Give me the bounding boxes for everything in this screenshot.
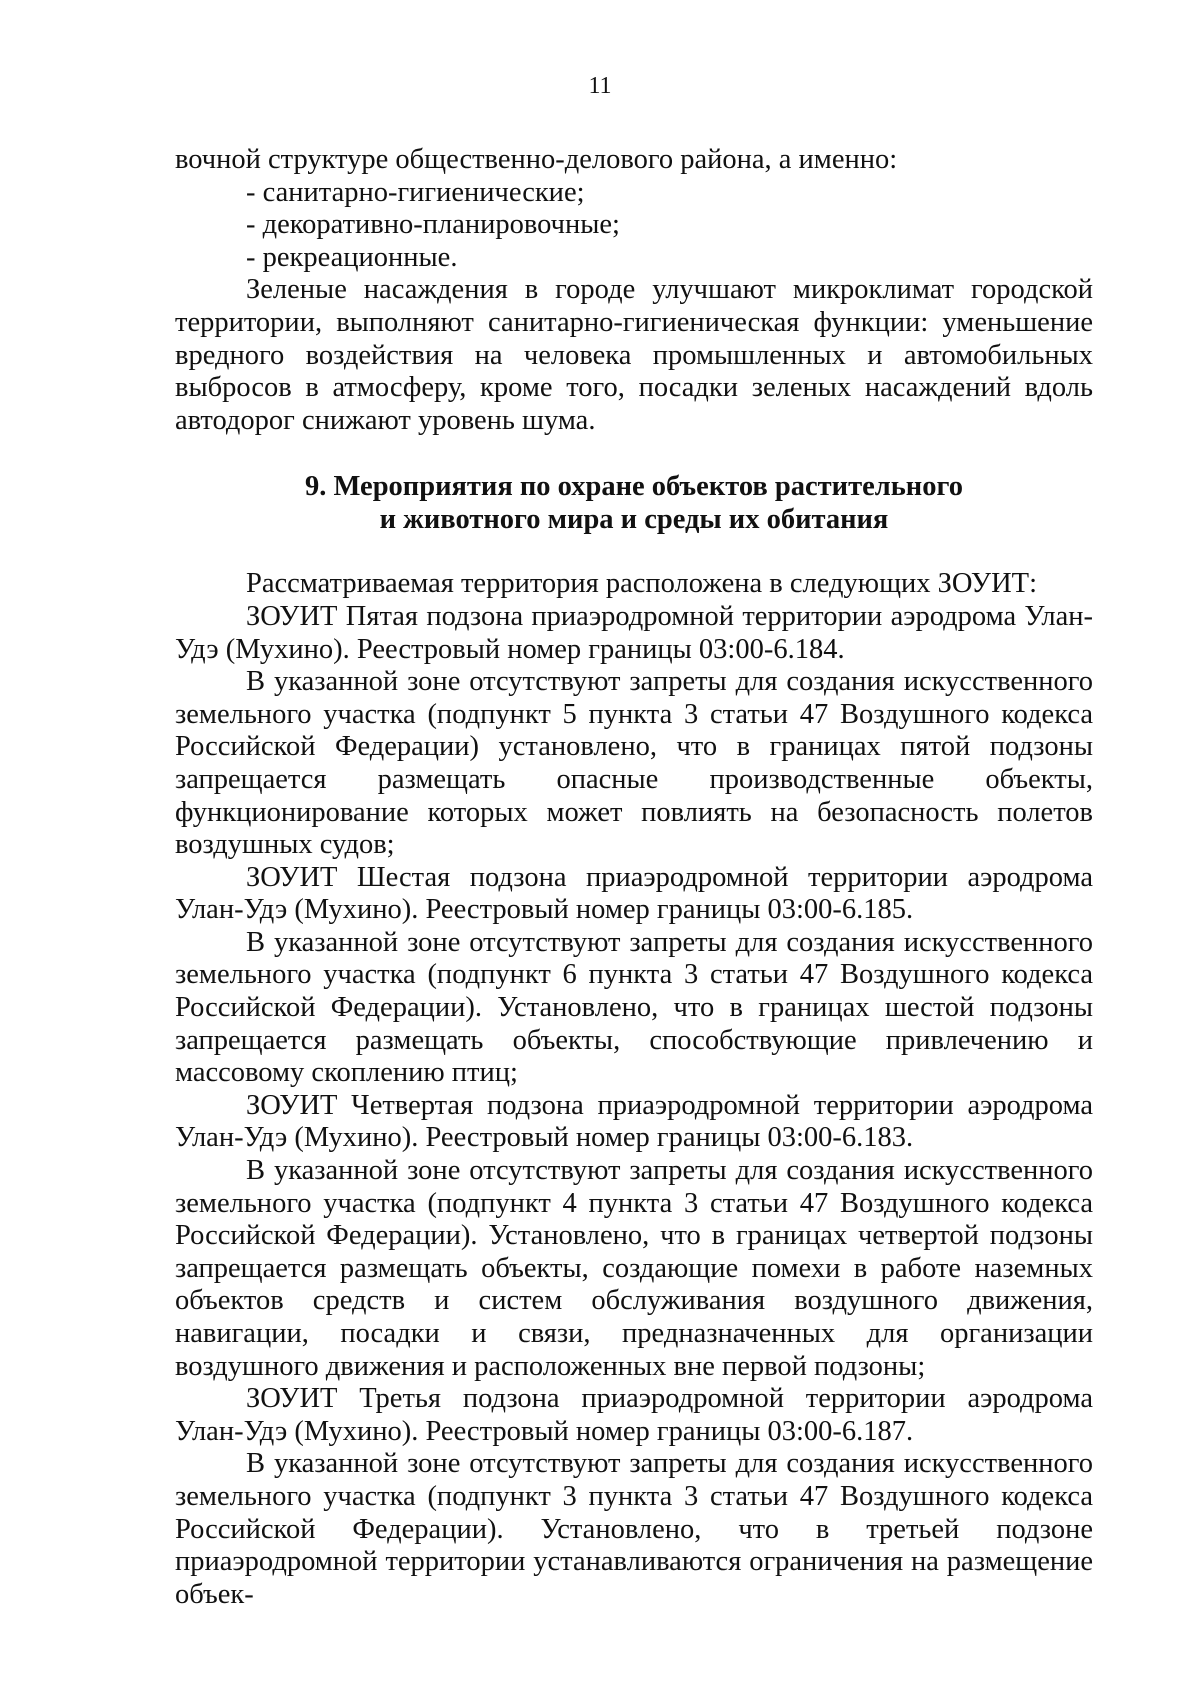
intro-bullet-sanitary: - санитарно-гигиенические;	[246, 176, 585, 208]
paragraph-zone-5: ЗОУИТ Пятая подзона приаэродромной территории аэродрома Улан-Удэ (Мухино). Реестровый номер границы 03:00-6.184.	[175, 600, 1093, 665]
paragraph-zone-6-restrictions: В указанной зоне отсутствуют запреты для создания искусственного земельного участка (подпункт 6 пункта 3 статьи 47 Воздушного кодекса Российской Федерации). Установлено, что в границах шестой подзоны запрещается размещать объекты, способствующие привлечению и массовому скоплению птиц;	[175, 926, 1093, 1089]
section-heading-line-1: 9. Мероприятия по охране объектов растительного	[305, 471, 963, 503]
paragraph-zone-6: ЗОУИТ Шестая подзона приаэродромной территории аэродрома Улан-Удэ (Мухино). Реестровый номер границы 03:00-6.185.	[175, 861, 1093, 926]
intro-paragraph: Зеленые насаждения в городе улучшают микроклимат городской территории, выполняют санитарно-гигиеническая функции: уменьшение вредного воздействия на человека промышленных и автомобильных выбросов в атмосферу, кроме того, посадки зеленых насаждений вдоль автодорог снижают уровень шума.	[175, 274, 1093, 436]
section-heading-line-2: и животного мира и среды их обитания	[379, 504, 889, 536]
intro-lead: вочной структуре общественно-делового района, а именно:	[175, 144, 898, 175]
paragraph-zone-3: ЗОУИТ Третья подзона приаэродромной территории аэродрома Улан-Удэ (Мухино). Реестровый номер границы 03:00-6.187.	[175, 1383, 1093, 1447]
paragraph-zone-4: ЗОУИТ Четвертая подзона приаэродромной территории аэродрома Улан-Удэ (Мухино). Реестровый номер границы 03:00-6.183.	[175, 1089, 1093, 1154]
paragraph-zone-4-restrictions: В указанной зоне отсутствуют запреты для создания искусственного земельного участка (подпункт 4 пункта 3 статьи 47 Воздушного кодекса Российской Федерации). Установлено, что в границах четвертой подзоны запрещается размещать объекты, создающие помехи в работе наземных объектов средств и систем обслуживания воздушного движения, навигации, посадки и связи, предназначенных для организации воздушного движения и расположенных вне первой подзоны;	[175, 1155, 1093, 1382]
paragraph-zones-intro: Рассматриваемая территория расположена в следующих ЗОУИТ:	[246, 568, 1038, 600]
paragraph-zone-5-restrictions: В указанной зоне отсутствуют запреты для создания искусственного земельного участка (подпункт 5 пункта 3 статьи 47 Воздушного кодекса Российской Федерации) установлено, что в границах пятой подзоны запрещается размещать опасные производственные объекты, функционирование которых может повлиять на безопасность полетов воздушных судов;	[175, 666, 1093, 861]
page-number: 11	[588, 73, 612, 99]
paragraph-zone-3-restrictions: В указанной зоне отсутствуют запреты для создания искусственного земельного участка (подпункт 3 пункта 3 статьи 47 Воздушного кодекса Российской Федерации). Установлено, что в третьей подзоне приаэродромной территории устанавливаются ограничения на размещение объек-	[175, 1448, 1093, 1610]
section-heading	[175, 470, 1093, 536]
intro-bullet-decorative: - декоративно-планировочные;	[246, 209, 620, 241]
page-content	[175, 144, 1093, 1611]
intro-bullet-recreational: - рекреационные.	[246, 241, 458, 273]
